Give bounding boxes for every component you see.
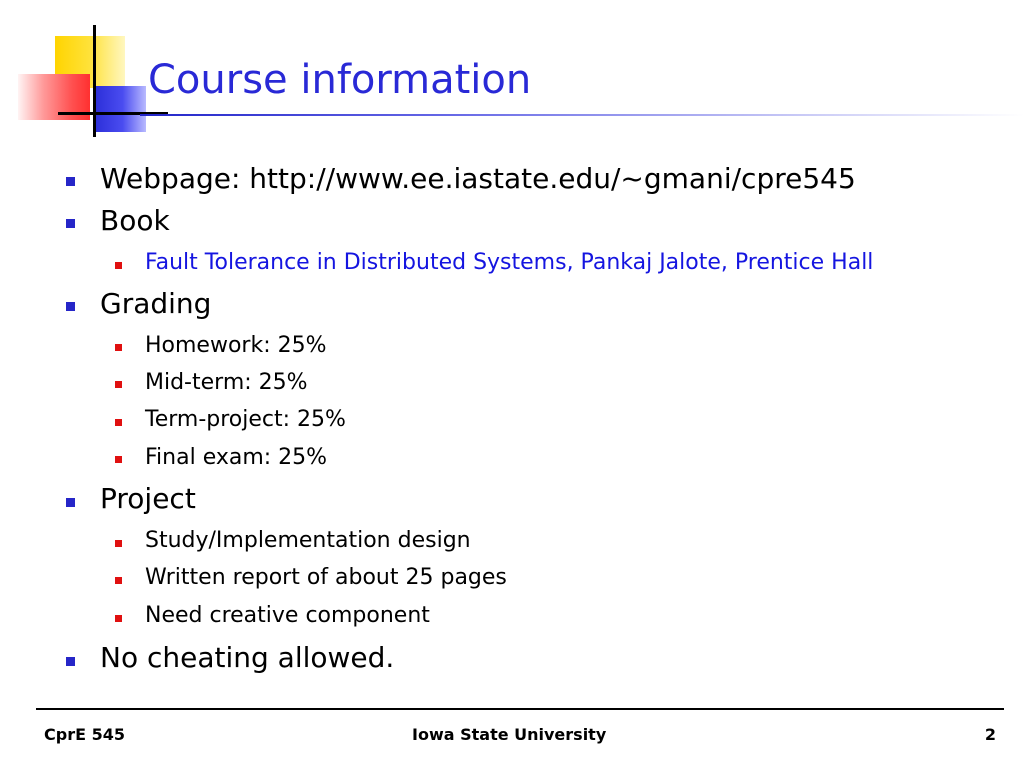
sub-item-term-project: Term-project: 25% <box>145 407 346 432</box>
red-square-bullet-icon <box>115 615 122 622</box>
bullet-item-no-cheating: No cheating allowed. <box>100 641 395 674</box>
sub-item-written-report: Written report of about 25 pages <box>145 565 507 590</box>
sub-item-homework: Homework: 25% <box>145 333 327 358</box>
red-square-bullet-icon <box>115 262 122 269</box>
blue-square-bullet-icon <box>66 498 75 507</box>
sub-item-creative-component: Need creative component <box>145 603 430 628</box>
sub-item-final-exam: Final exam: 25% <box>145 445 328 470</box>
sub-item-book-title: Fault Tolerance in Distributed Systems, Pankaj Jalote, Prentice Hall <box>145 250 874 275</box>
red-square-bullet-icon <box>115 381 122 388</box>
sub-item-study-design: Study/Implementation design <box>145 528 471 553</box>
red-square-bullet-icon <box>115 540 122 547</box>
red-square-bullet-icon <box>115 344 122 351</box>
red-square-bullet-icon <box>115 456 122 463</box>
blue-square-bullet-icon <box>66 177 75 186</box>
footer-course: CprE 545 <box>44 725 125 744</box>
bullet-item-grading: Grading <box>100 287 212 320</box>
slide-title: Course information <box>148 57 532 103</box>
footer-institution: Iowa State University <box>412 725 607 744</box>
blue-square-bullet-icon <box>66 657 75 666</box>
sub-item-midterm: Mid-term: 25% <box>145 370 308 395</box>
bullet-item-project: Project <box>100 482 196 515</box>
bullet-item-book: Book <box>100 204 170 237</box>
footer-page-number: 2 <box>984 725 996 744</box>
blue-square-bullet-icon <box>66 302 75 311</box>
red-square-bullet-icon <box>115 419 122 426</box>
footer-divider <box>36 708 1004 710</box>
blue-square-bullet-icon <box>66 219 75 228</box>
red-square-bullet-icon <box>115 577 122 584</box>
bullet-item-webpage: Webpage: http://www.ee.iastate.edu/~gmani/cpre545 <box>100 162 856 195</box>
